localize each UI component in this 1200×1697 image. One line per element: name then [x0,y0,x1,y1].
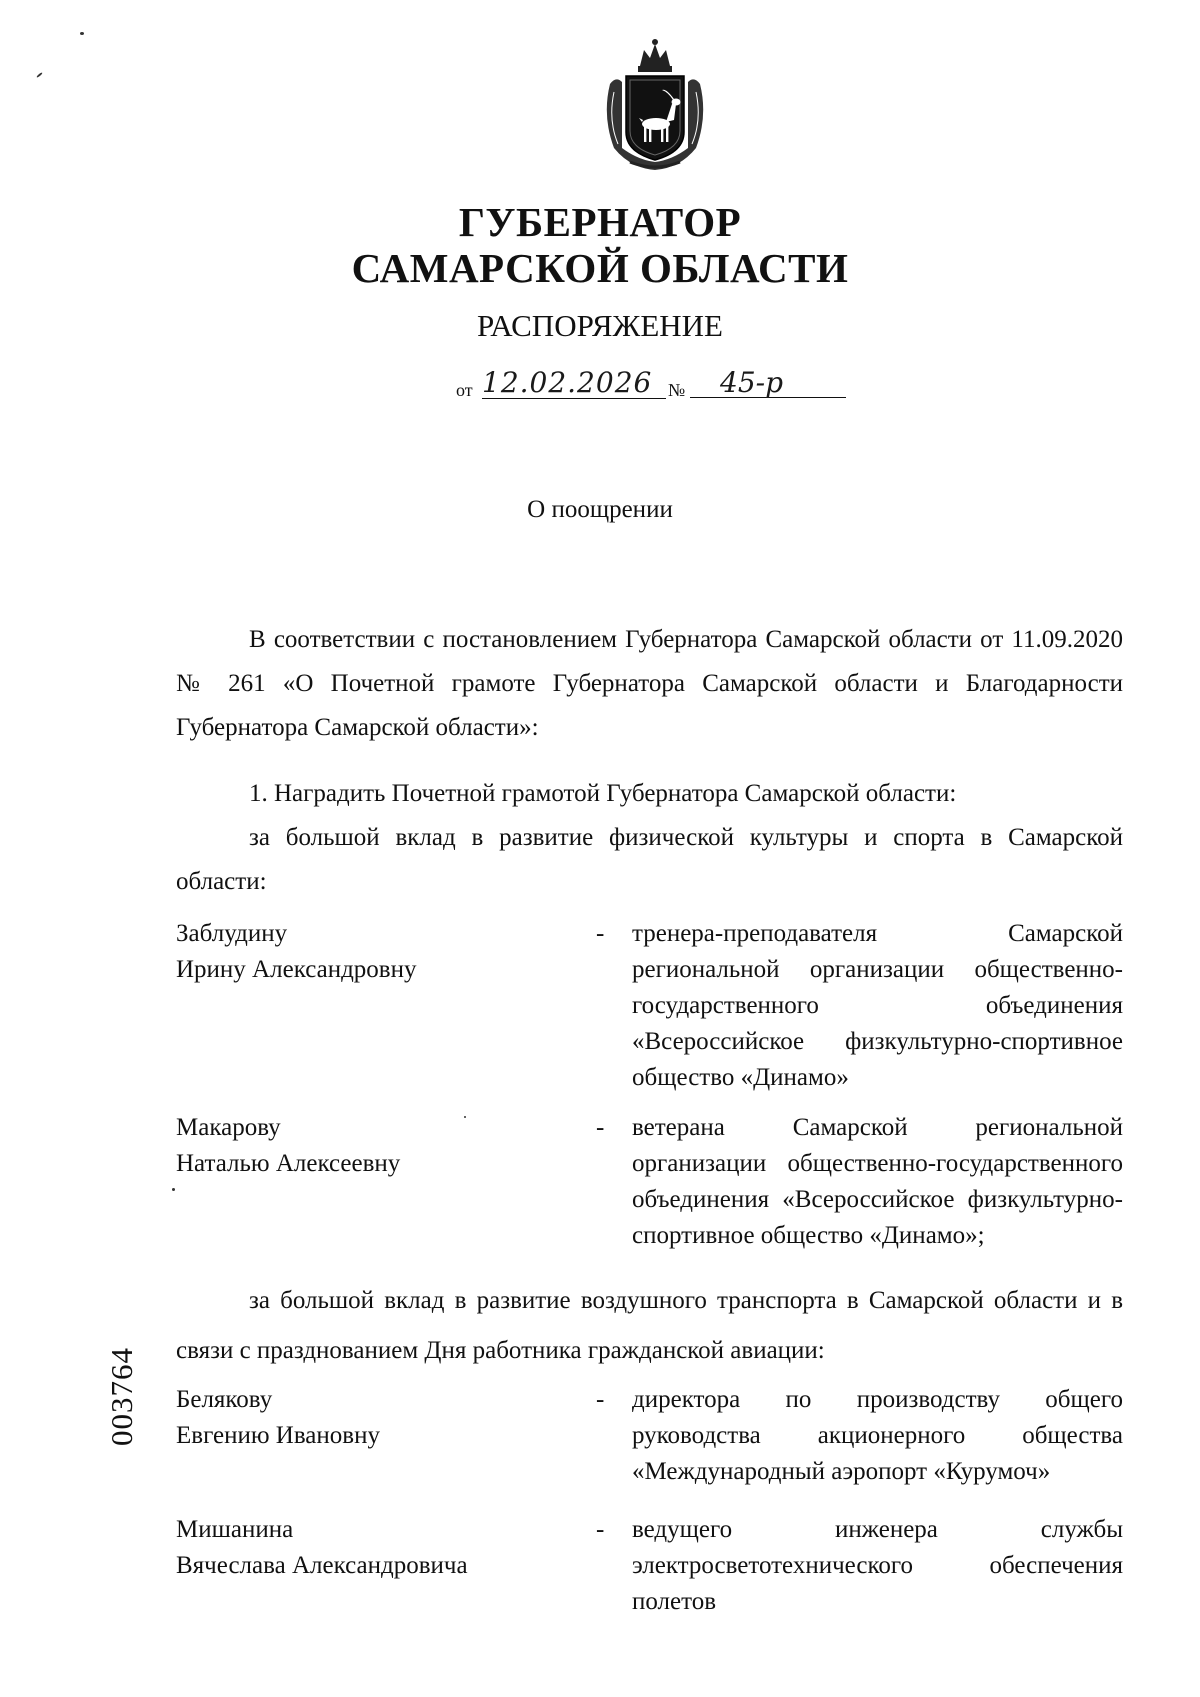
document-date: 12.02.2026 [482,366,666,399]
separator-dash: - [596,920,605,947]
samara-coat-of-arms-icon [596,36,714,172]
awardee-entry [176,1382,1123,1492]
awardee-entry [176,1110,1123,1256]
reason-aviation-paragraph: за большой вклад в развитие воздушного транспорта в Самарской области и в связи с празднованием Дня работника гражданской авиации: [176,1287,1123,1364]
date-number-line [456,368,846,408]
awardee-position: ветерана Самарской региональной организации общественно-государственного объединения «Всероссийское физкультурно-спортивное общество «Динамо»; [632,1114,1123,1249]
awardee-name: Макарову Наталью Алексеевну [176,1114,401,1177]
awardee-name: Белякову Евгению Ивановну [176,1386,380,1449]
awardee-name: Мишанина Вячеслава Александровича [176,1516,468,1579]
issuer-title-line1: ГУБЕРНАТОР [458,199,742,245]
document-subject: О поощрении [527,496,673,523]
awardee-position: директора по производству общего руководства акционерного общества «Международный аэропорт «Курумоч» [632,1386,1123,1485]
scan-speck [464,1116,466,1118]
awardee-name: Заблудину Ирину Александровну [176,920,417,983]
awardee-position: тренера-преподавателя Самарской региональной организации общественно-государственного объединения «Всероссийское физкультурно-спортивное общество «Динамо» [632,920,1123,1091]
separator-dash: - [596,1516,605,1543]
date-prefix: от [456,380,473,400]
awardee-position: ведущего инженера службы электросветотехнического обеспечения полетов [632,1516,1123,1615]
side-serial-number: 003764 [104,1347,139,1446]
scan-speck [80,32,84,35]
awardee-entry [176,1512,1123,1615]
separator-dash: - [596,1386,605,1413]
reason-sport-paragraph: за большой вклад в развитие физической культуры и спорта в Самарской области: [176,824,1123,895]
item-1-paragraph: 1. Наградить Почетной грамотой Губернатора Самарской области: [249,780,957,807]
number-prefix: № [668,380,686,400]
awardee-entry [176,916,1123,1096]
intro-paragraph: В соответствии с постановлением Губернатора Самарской области от 11.09.2020 № 261 «О Почетной грамоте Губернатора Самарской области и Благодарности Губернатора Самарской области»: [176,626,1123,741]
document-number: 45-р [690,366,846,398]
scan-speck [36,72,43,78]
separator-dash: - [596,1114,605,1141]
issuer-title-line2: САМАРСКОЙ ОБЛАСТИ [351,245,849,291]
document-type: РАСПОРЯЖЕНИЕ [477,308,723,343]
scan-speck [172,1188,175,1191]
